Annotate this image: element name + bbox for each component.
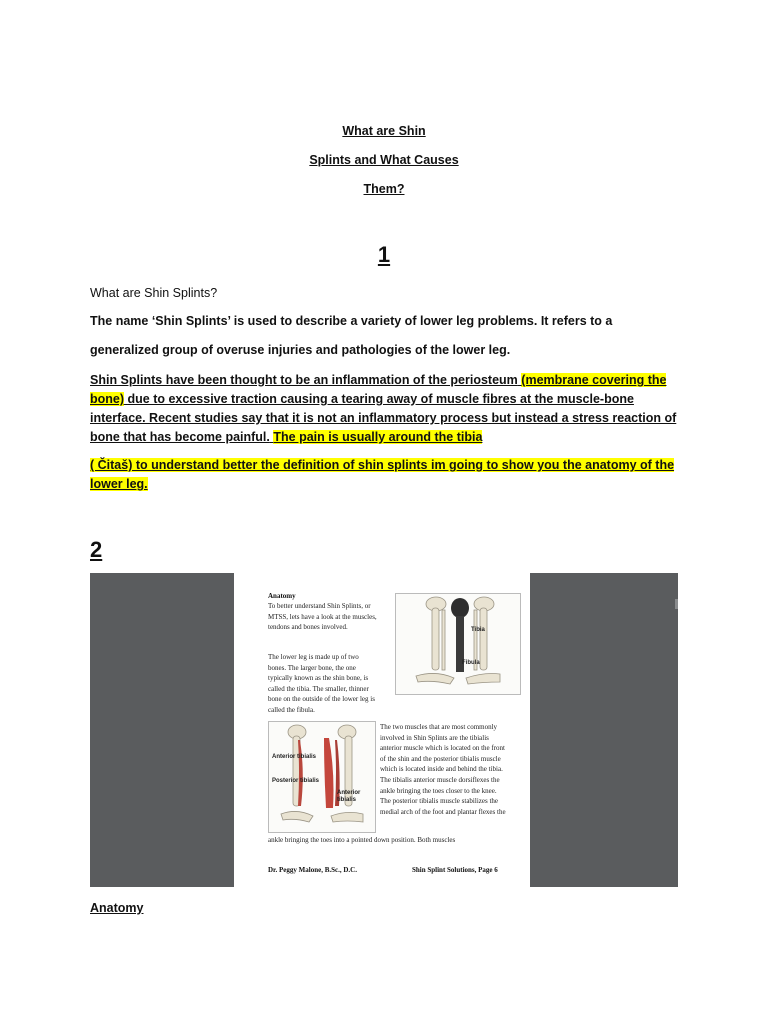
paragraph-2 bbox=[90, 371, 686, 447]
leg-bones-illustration bbox=[396, 594, 520, 694]
embedded-book-page bbox=[234, 573, 530, 887]
paragraph-2-text-b: due to excessive traction causing a tearing away of muscle fibres at the muscle-bone interface. Recent studies say that it is not an inflammatory process but instead a stress reaction of bone that has become painful. bbox=[90, 392, 677, 444]
embedded-text-2: The lower leg is made up of two bones. The larger bone, the one typically known as the shin bone, is called the tibia. The smaller, thinner bone on the outside of the lower leg is called the fibula. bbox=[268, 653, 375, 714]
paragraph-2-highlight-membrane: (membrane covering the bone) bbox=[90, 373, 667, 406]
paragraph-2-text-a: Shin Splints have been thought to be an inflammation of the periosteum bbox=[90, 373, 518, 387]
title-line-1: What are Shin bbox=[342, 124, 426, 138]
embedded-text-1: To better understand Shin Splints, or MTSS, lets have a look at the muscles, tendons and bones involved. bbox=[268, 602, 377, 632]
title-line-3: Them? bbox=[363, 182, 405, 196]
label-anterior-tibialis: Anterior tibialis bbox=[272, 754, 317, 760]
title-line-2: Splints and What Causes bbox=[309, 153, 459, 167]
embedded-heading: Anatomy bbox=[268, 592, 296, 600]
paragraph-1-line-2: generalized group of overuse injuries and pathologies of the lower leg. bbox=[90, 343, 511, 357]
anatomy-caption: Anatomy bbox=[90, 901, 144, 915]
label-tibia: Tibia bbox=[471, 627, 485, 633]
anatomy-image bbox=[90, 573, 678, 887]
paragraph-3 bbox=[90, 456, 680, 494]
embedded-footer-right: Shin Splint Solutions, Page 6 bbox=[412, 866, 498, 874]
label-posterior-tibialis: Posterior tibialis bbox=[272, 778, 320, 784]
section-number-2: 2 bbox=[90, 537, 103, 562]
paragraph-1-line-1: The name ‘Shin Splints’ is used to describe a variety of lower leg problems. It refers to a bbox=[90, 314, 613, 328]
muscles-photo bbox=[268, 721, 376, 833]
paragraph-3-highlight: ( Čitaš) to understand better the definition of shin splints im going to show you the anatomy of the lower leg. bbox=[90, 458, 675, 491]
question-text: What are Shin Splints? bbox=[90, 286, 218, 300]
embedded-footer-left: Dr. Peggy Malone, B.Sc., D.C. bbox=[268, 866, 357, 874]
section-number-1: 1 bbox=[377, 242, 391, 267]
scrollbar-thumb bbox=[675, 599, 678, 609]
leg-muscles-illustration bbox=[269, 722, 375, 832]
embedded-text-3: The two muscles that are most commonly involved in Shin Splints are the tibialis anterior muscle which is located on the front of the shin and the posterior tibialis muscle which is located inside and behind the tibia. The tibialis anterior muscle dorsiflexes the ankle bringing the toes closer to the knee. The posterior tibialis muscle stabilizes the medial arch of the foot and plantar flexes the bbox=[380, 723, 506, 816]
embedded-text-4: ankle bringing the toes into a pointed down position. Both muscles bbox=[268, 836, 456, 844]
bones-photo bbox=[395, 593, 521, 695]
label-anterior-tibialis-2: Anterior tibialis bbox=[337, 790, 361, 803]
label-fibula: Fibula bbox=[462, 660, 480, 666]
paragraph-2-highlight-tibia: The pain is usually around the tibia bbox=[273, 430, 483, 444]
